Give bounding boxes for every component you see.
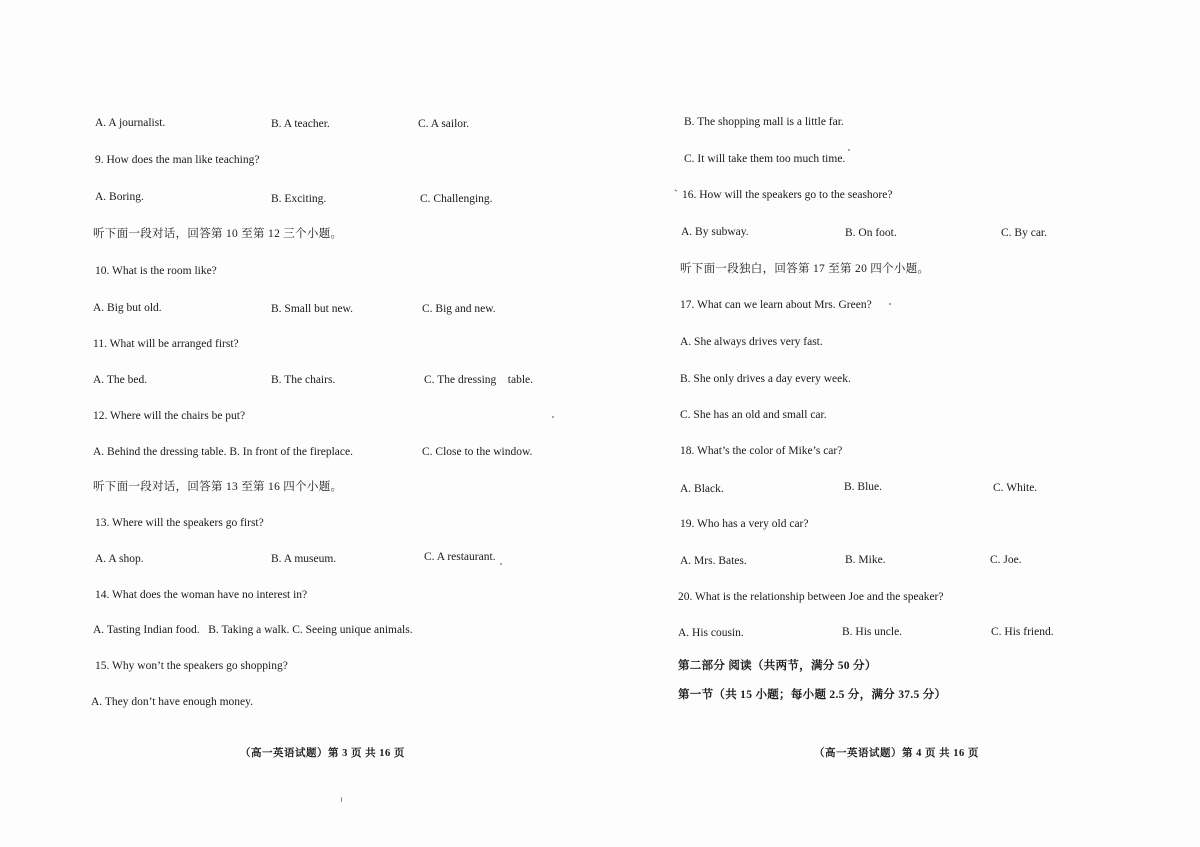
q17-option-c: C. She has an old and small car. [680, 409, 827, 421]
q13-option-b: B. A museum. [271, 553, 337, 565]
q11-option-c: C. The dressing table. [424, 374, 534, 386]
scan-speck [341, 797, 342, 802]
q15-option-c: C. It will take them too much time. [684, 153, 846, 165]
q10-option-b: B. Small but new. [271, 303, 353, 315]
question-16: ` 16. How will the speakers go to the seashore? [674, 189, 893, 201]
section-1-heading: 第一节（共 15 小题；每小题 2.5 分，满分 37.5 分） [678, 689, 947, 701]
question-17: 17. What can we learn about Mrs. Green? [680, 299, 872, 311]
q18-option-c: C. White. [993, 482, 1038, 494]
question-19: 19. Who has a very old car? [680, 518, 809, 530]
part-2-heading: 第二部分 阅读（共两节，满分 50 分） [678, 660, 877, 672]
q15-option-b: B. The shopping mall is a little far. [684, 116, 844, 128]
q19-option-c: C. Joe. [990, 554, 1022, 566]
q9-option-c: C. Challenging. [420, 193, 493, 205]
scan-speck [848, 149, 850, 151]
q11-option-b: B. The chairs. [271, 374, 336, 386]
q10-option-a: A. Big but old. [93, 302, 162, 314]
q17-option-b: B. She only drives a day every week. [680, 373, 851, 385]
question-13: 13. Where will the speakers go first? [95, 517, 264, 529]
q18-option-b: B. Blue. [844, 481, 883, 493]
question-11: 11. What will be arranged first? [93, 338, 239, 350]
q16-option-a: A. By subway. [681, 226, 749, 238]
q9-option-a: A. Boring. [95, 191, 144, 203]
question-10: 10. What is the room like? [95, 265, 217, 277]
question-15: 15. Why won’t the speakers go shopping? [95, 660, 288, 672]
page-footer-left: （高一英语试题）第 3 页 共 16 页 [240, 748, 405, 759]
q17-option-a: A. She always drives very fast. [680, 336, 823, 348]
q12-option-c: C. Close to the window. [422, 446, 533, 458]
section-instruction-10-12: 听下面一段对话，回答第 10 至第 12 三个小题。 [93, 228, 343, 240]
q18-option-a: A. Black. [680, 483, 724, 495]
q20-option-c: C. His friend. [991, 626, 1054, 638]
q12-option-a-b: A. Behind the dressing table. B. In front of the fireplace. [93, 446, 353, 458]
q13-option-c: C. A restaurant. [424, 551, 496, 563]
question-14: 14. What does the woman have no interest in? [95, 589, 308, 601]
q13-option-a: A. A shop. [95, 553, 144, 565]
q11-option-a: A. The bed. [93, 374, 148, 386]
q14-options: A. Tasting Indian food. B. Taking a walk. C. Seeing unique animals. [93, 624, 413, 636]
q20-option-b: B. His uncle. [842, 626, 903, 638]
q8-option-b: B. A teacher. [271, 118, 330, 130]
question-9: 9. How does the man like teaching? [95, 154, 260, 166]
q16-option-c: C. By car. [1001, 227, 1047, 239]
q19-option-a: A. Mrs. Bates. [680, 555, 747, 567]
q10-option-c: C. Big and new. [422, 303, 496, 315]
question-20: 20. What is the relationship between Joe and the speaker? [678, 591, 944, 603]
q9-option-b: B. Exciting. [271, 193, 327, 205]
scan-speck [889, 303, 891, 305]
section-instruction-17-20: 听下面一段独白，回答第 17 至第 20 四个小题。 [680, 263, 930, 275]
q15-option-a: A. They don’t have enough money. [91, 696, 254, 708]
q19-option-b: B. Mike. [845, 554, 886, 566]
scan-speck [552, 416, 554, 418]
page-footer-right: （高一英语试题）第 4 页 共 16 页 [814, 748, 979, 759]
scan-speck [500, 563, 502, 565]
section-instruction-13-16: 听下面一段对话，回答第 13 至第 16 四个小题。 [93, 481, 343, 493]
exam-page-4 [600, 0, 1200, 847]
q8-option-a: A. A journalist. [95, 117, 166, 129]
question-16-text: 16. How will the speakers go to the seashore? [682, 189, 893, 201]
q16-option-b: B. On foot. [845, 227, 897, 239]
question-12: 12. Where will the chairs be put? [93, 410, 246, 422]
q20-option-a: A. His cousin. [678, 627, 744, 639]
question-18: 18. What’s the color of Mike’s car? [680, 445, 843, 457]
q8-option-c: C. A sailor. [418, 118, 470, 130]
